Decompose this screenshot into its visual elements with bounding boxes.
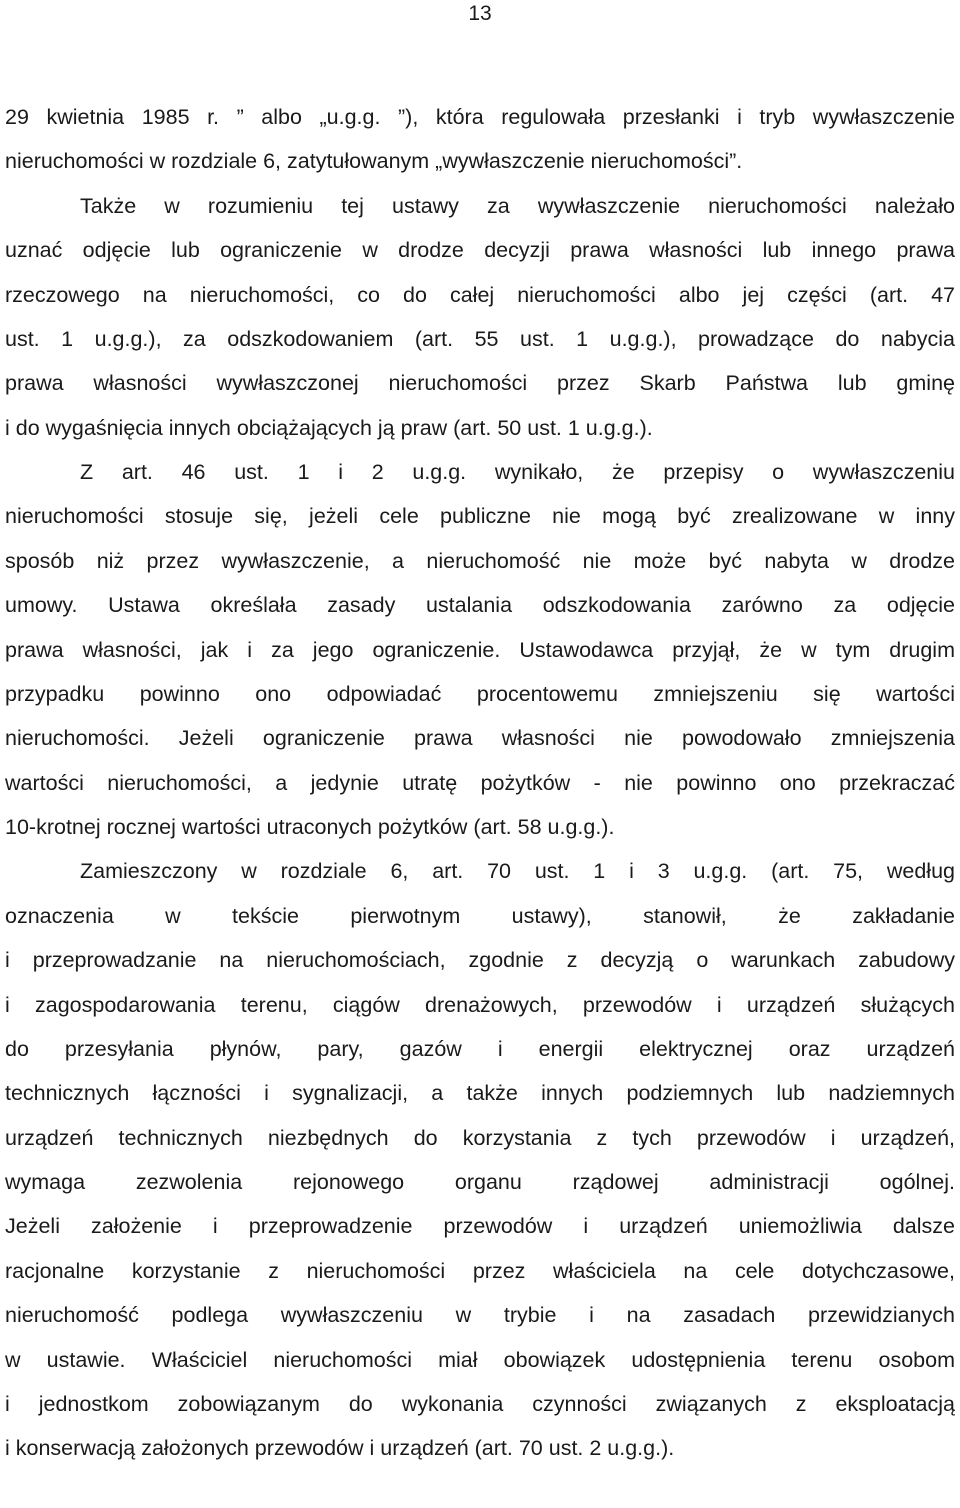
text-line: prawa własności wywłaszczonej nieruchomości przez Skarb Państwa lub gminę: [5, 371, 955, 396]
text-line: technicznych łączności i sygnalizacji, a także innych podziemnych lub nadziemnych: [5, 1081, 955, 1106]
text-line: urządzeń technicznych niezbędnych do korzystania z tych przewodów i urządzeń,: [5, 1125, 955, 1150]
text-line: prawa własności, jak i za jego ograniczenie. Ustawodawca przyjął, że w tym drugim: [5, 637, 955, 662]
text-line: racjonalne korzystanie z nieruchomości przez właściciela na cele dotychczasowe,: [5, 1258, 955, 1283]
page-number: 13: [468, 2, 492, 25]
text-line: i zagospodarowania terenu, ciągów drenażowych, przewodów i urządzeń służących: [5, 992, 955, 1017]
text-line: i przeprowadzanie na nieruchomościach, zgodnie z decyzją o warunkach zabudowy: [5, 948, 955, 973]
text-line: do przesyłania płynów, pary, gazów i energii elektrycznej oraz urządzeń: [5, 1036, 955, 1061]
text-line: Zamieszczony w rozdziale 6, art. 70 ust. 1 i 3 u.g.g. (art. 75, według: [80, 859, 955, 884]
text-line: wartości nieruchomości, a jedynie utratę pożytków - nie powinno ono przekraczać: [5, 770, 955, 795]
text-line: rzeczowego na nieruchomości, co do całej nieruchomości albo jej części (art. 47: [5, 282, 955, 307]
text-line: uznać odjęcie lub ograniczenie w drodze decyzji prawa własności lub innego prawa: [5, 238, 955, 263]
text-line: w ustawie. Właściciel nieruchomości miał obowiązek udostępnienia terenu osobom: [5, 1347, 955, 1372]
text-line: oznaczenia w tekście pierwotnym ustawy), stanowił, że zakładanie: [5, 903, 955, 928]
text-line: i jednostkom zobowiązanym do wykonania czynności związanych z eksploatacją: [5, 1391, 955, 1416]
text-line: nieruchomości stosuje się, jeżeli cele publiczne nie mogą być zrealizowane w inny: [5, 504, 955, 529]
text-line: i konserwacją założonych przewodów i urządzeń (art. 70 ust. 2 u.g.g.).: [5, 1436, 675, 1461]
text-line: nieruchomości w rozdziale 6, zatytułowanym „wywłaszczenie nieruchomości”.: [5, 149, 743, 174]
text-line: sposób niż przez wywłaszczenie, a nieruchomość nie może być nabyta w drodze: [5, 548, 955, 573]
text-line: umowy. Ustawa określała zasady ustalania odszkodowania zarówno za odjęcie: [5, 593, 955, 618]
text-line: Z art. 46 ust. 1 i 2 u.g.g. wynikało, że przepisy o wywłaszczeniu: [80, 460, 955, 484]
text-line: 29 kwietnia 1985 r. ” albo „u.g.g. ”), która regulowała przesłanki i tryb wywłaszczenie: [5, 105, 955, 129]
text-line: przypadku powinno ono odpowiadać procentowemu zmniejszeniu się wartości: [5, 681, 955, 706]
text-line: wymaga zezwolenia rejonowego organu rządowej administracji ogólnej.: [5, 1170, 955, 1194]
document-body: [5, 101, 955, 1477]
text-line: i do wygaśnięcia innych obciążających ją praw (art. 50 ust. 1 u.g.g.).: [5, 415, 653, 440]
text-line: nieruchomość podlega wywłaszczeniu w trybie i na zasadach przewidzianych: [5, 1303, 955, 1328]
text-line: ust. 1 u.g.g.), za odszkodowaniem (art. 55 ust. 1 u.g.g.), prowadzące do nabycia: [5, 326, 955, 351]
text-line: nieruchomości. Jeżeli ograniczenie prawa własności nie powodowało zmniejszenia: [5, 726, 955, 751]
text-line: Także w rozumieniu tej ustawy za wywłaszczenie nieruchomości należało: [80, 193, 955, 218]
text-line: Jeżeli założenie i przeprowadzenie przewodów i urządzeń uniemożliwia dalsze: [5, 1214, 955, 1239]
text-line: 10-krotnej rocznej wartości utraconych pożytków (art. 58 u.g.g.).: [5, 815, 615, 839]
